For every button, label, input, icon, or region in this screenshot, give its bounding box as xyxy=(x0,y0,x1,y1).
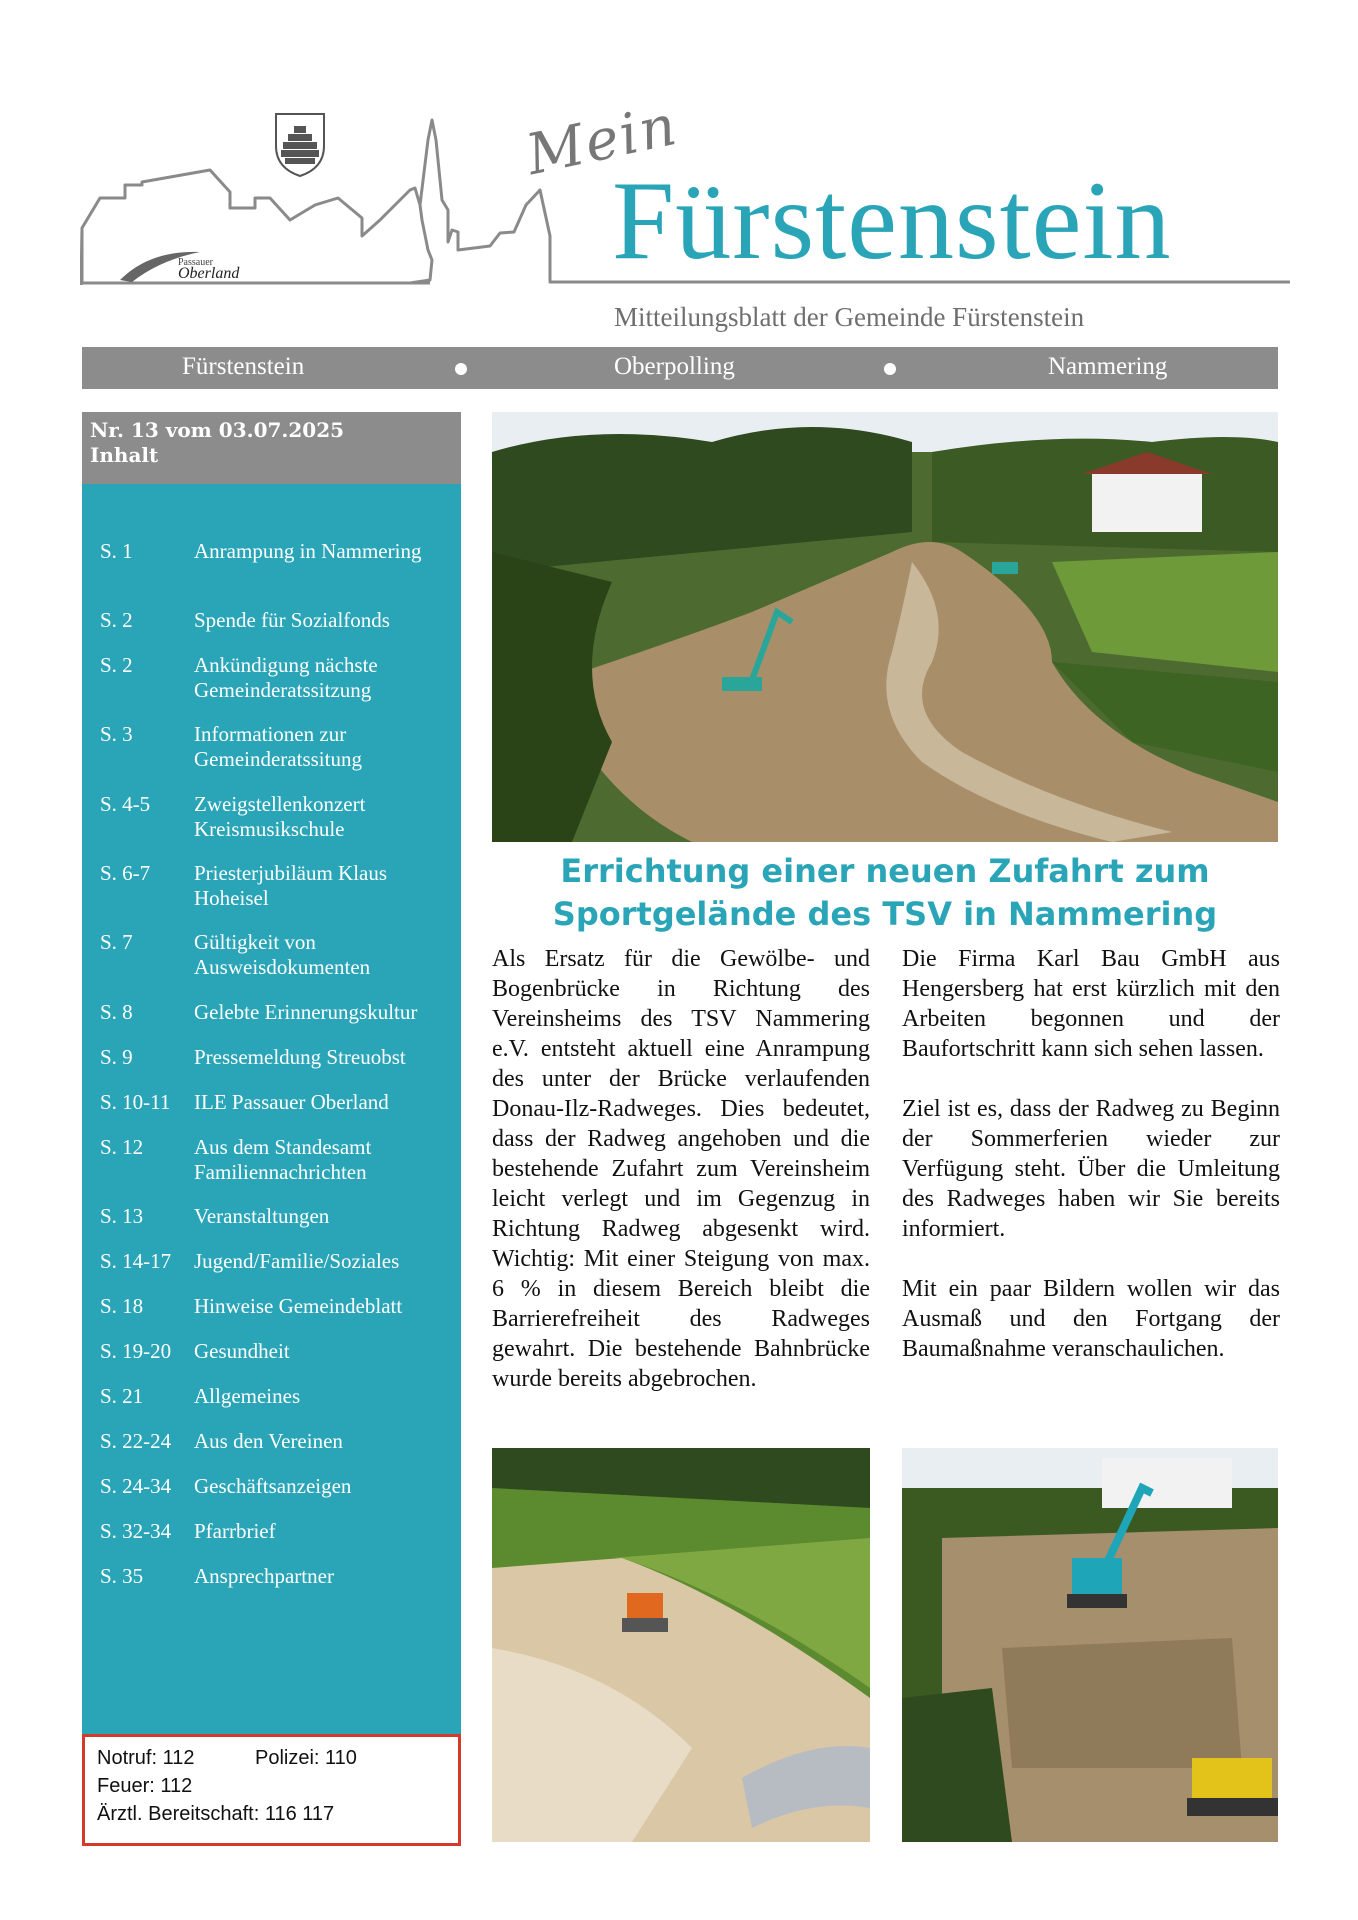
table-of-contents xyxy=(82,484,461,1734)
toc-page: S. 2 xyxy=(100,653,133,677)
toc-page: S. 35 xyxy=(100,1564,144,1588)
article-paragraph: Mit ein paar Bildern wollen wir das Ausmaß und den Fortgang der Baumaßnahme veranschaulichen. xyxy=(902,1276,1280,1362)
district-oberpolling: Oberpolling xyxy=(614,353,735,380)
headline-line1: Errichtung einer neuen Zufahrt zum xyxy=(560,852,1210,890)
toc-title: Allgemeines xyxy=(194,1384,301,1408)
toc-page: S. 14-17 xyxy=(100,1249,172,1273)
toc-title: Anrampung in Nammering xyxy=(194,539,422,563)
article-headline xyxy=(490,850,1280,936)
toc-title: Pfarrbrief xyxy=(194,1519,276,1543)
article-paragraph: Ziel ist es, dass der Radweg zu Beginn der Sommerferien wieder zur Verfügung steht. Über die Umleitung des Radweges haben wir Sie bereits informiert. xyxy=(902,1096,1280,1242)
toc-title: Aus den Vereinen xyxy=(194,1429,343,1453)
toc-title: Aus dem Standesamt Familiennachrichten xyxy=(194,1135,372,1184)
toc-page: S. 21 xyxy=(100,1384,144,1408)
toc-title: Veranstaltungen xyxy=(194,1204,330,1228)
logo-line1: Passauer xyxy=(178,257,213,268)
toc-page: S. 22-24 xyxy=(100,1429,172,1453)
district-fuerstenstein: Fürstenstein xyxy=(182,353,305,380)
contents-label: Inhalt xyxy=(90,443,159,467)
toc-title: Gültigkeit von Ausweisdokumenten xyxy=(194,930,371,979)
toc-title: Pressemeldung Streuobst xyxy=(194,1045,406,1069)
masthead-script-word: Mein xyxy=(520,92,684,189)
toc-title: Informationen zur Gemeinderatssitung xyxy=(194,722,362,771)
toc-title: Ankündigung nächste Gemeinderatssitzung xyxy=(194,653,378,702)
masthead-title: Fürstenstein xyxy=(612,159,1172,283)
emergency-numbers xyxy=(82,1734,461,1846)
district-bar xyxy=(82,347,1278,389)
article-column-1 xyxy=(492,944,870,1424)
toc-page: S. 32-34 xyxy=(100,1519,172,1543)
passauer-oberland-logo xyxy=(178,257,239,283)
district-nammering: Nammering xyxy=(1048,353,1168,380)
toc-page: S. 1 xyxy=(100,539,133,563)
toc-page: S. 24-34 xyxy=(100,1474,172,1498)
toc-title: Jugend/Familie/Soziales xyxy=(194,1249,400,1273)
toc-page: S. 3 xyxy=(100,722,133,746)
toc-title: Ansprechpartner xyxy=(194,1564,334,1588)
toc-title: ILE Passauer Oberland xyxy=(194,1090,389,1114)
toc-title: Zweigstellenkonzert Kreismusikschule xyxy=(194,792,366,841)
toc-page: S. 10-11 xyxy=(100,1090,171,1114)
toc-title: Gelebte Erinnerungskultur xyxy=(194,1000,418,1024)
toc-page: S. 18 xyxy=(100,1294,144,1318)
toc-title: Geschäftsanzeigen xyxy=(194,1474,352,1498)
toc-page: S. 6-7 xyxy=(100,861,151,885)
toc-page: S. 13 xyxy=(100,1204,144,1228)
masthead-subtitle: Mitteilungsblatt der Gemeinde Fürstenstein xyxy=(614,302,1085,332)
article-column-2 xyxy=(902,944,1280,1394)
coat-of-arms-icon xyxy=(276,114,324,178)
toc-page: S. 7 xyxy=(100,930,133,954)
headline-line2: Sportgelände des TSV in Nammering xyxy=(552,895,1218,933)
bullet-icon xyxy=(884,363,896,375)
bullet-icon xyxy=(455,363,467,375)
emergency-polizei: Polizei: 110 xyxy=(255,1747,357,1769)
emergency-notruf: Notruf: 112 xyxy=(97,1747,195,1769)
toc-page: S. 9 xyxy=(100,1045,133,1069)
emergency-aerztlich: Ärztl. Bereitschaft: 116 117 xyxy=(97,1803,335,1825)
article-paragraph: Die Firma Karl Bau GmbH aus Hengersberg hat erst kürzlich mit den Arbeiten begonnen und der Baufortschritt kann sich sehen lassen. xyxy=(902,946,1280,1062)
toc-page: S. 19-20 xyxy=(100,1339,172,1363)
toc-title: Spende für Sozialfonds xyxy=(194,608,390,632)
toc-page: S. 12 xyxy=(100,1135,144,1159)
excavator-photo xyxy=(902,1448,1278,1842)
toc-page: S. 8 xyxy=(100,1000,133,1024)
issue-info xyxy=(82,412,461,484)
issue-number: Nr. 13 vom 03.07.2025 xyxy=(90,418,345,442)
construction-aerial-photo xyxy=(492,412,1278,842)
logo-line2: Oberland xyxy=(178,265,240,282)
emergency-feuer: Feuer: 112 xyxy=(97,1775,193,1797)
toc-page: S. 2 xyxy=(100,608,133,632)
toc-title: Hinweise Gemeindeblatt xyxy=(194,1294,403,1318)
toc-page: S. 4-5 xyxy=(100,792,151,816)
article-paragraph: Als Ersatz für die Gewölbe- und Bogenbrücke in Richtung des Vereinsheims des TSV Nammering e.V. entsteht aktuell eine Anrampung des unter der Brücke verlaufenden Donau-Ilz-Radweges. Dies bedeutet, dass der Radweg angehoben und die bestehende Zufahrt zum Vereinsheim leicht verlegt und im Gegenzug in Richtung Radweg abgesenkt wird. Wichtig: Mit einer Steigung von max. 6 % in diesem Bereich bleibt die Barrierefreiheit des Radweges gewahrt. Die bestehende Bahnbrücke wurde bereits abgebrochen. xyxy=(492,946,870,1392)
road-roller-photo xyxy=(492,1448,870,1842)
toc-title: Gesundheit xyxy=(194,1339,290,1363)
toc-title: Priesterjubiläum Klaus Hoheisel xyxy=(194,861,388,910)
